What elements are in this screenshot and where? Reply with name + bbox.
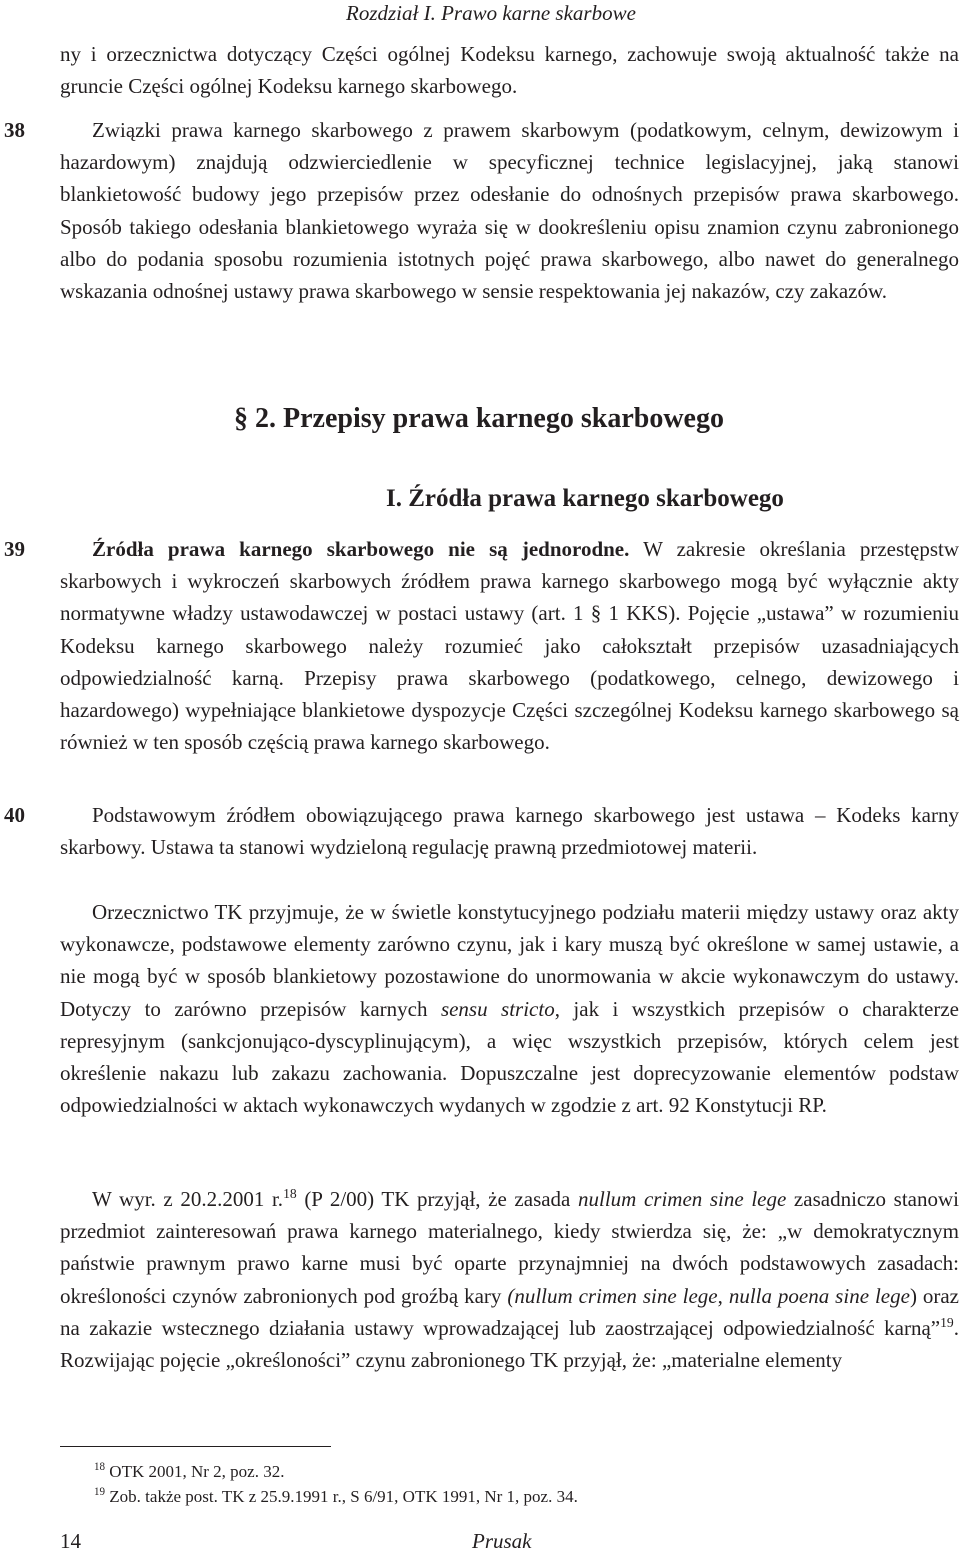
footnote-ref-19: 19	[940, 1314, 954, 1330]
text-segment: Orzecznictwo TK przyjmuje, że w świetle konstytucyjnego podziału materii między ustawy oraz akty wykonawcze, podstawowe elementy zarówno czynu, jak i kary muszą być określone w samej ustawie, a nie mogą być w sposób blankietowy pozostawione do unormowania w akcie wykonawczym do ustawy. Dotyczy to zarówno przepisów karnych	[60, 900, 959, 1021]
latin-term: nullum crimen sine lege	[578, 1187, 787, 1211]
paragraph-39	[60, 533, 959, 758]
margin-number-39: 39	[4, 537, 25, 561]
footnote-number: 18	[94, 1461, 106, 1474]
text-segment: ,	[717, 1283, 729, 1308]
author-name: Prusak	[472, 1529, 532, 1553]
footnote-text: OTK 2001, Nr 2, poz. 32.	[105, 1462, 285, 1481]
running-head: Rozdział I. Prawo karne skarbowe	[346, 1, 636, 25]
footnote-number: 19	[94, 1486, 106, 1499]
footnote-18	[94, 1461, 284, 1483]
paragraph-continuation: ny i orzecznictwa dotyczący Części ogólnej Kodeksu karnego, zachowuje swoją aktualność także na gruncie Części ogólnej Kodeksu karnego skarbowego.	[60, 42, 959, 99]
section-heading: § 2. Przepisy prawa karnego skarbowego	[234, 403, 724, 434]
text-segment: . Rozwijając pojęcie „określoności” czynu zabronionego TK przyjął, że: „materialne elementy	[60, 1315, 959, 1373]
margin-number-38: 38	[4, 118, 25, 142]
paragraph-constitutional-tribunal	[60, 896, 959, 1121]
footnote-ref-18: 18	[283, 1185, 297, 1201]
footnote-divider	[60, 1446, 331, 1447]
text-segment: (P 2/00) TK przyjął, że zasada	[296, 1187, 578, 1211]
margin-number-40: 40	[4, 803, 25, 827]
latin-term: sensu stricto	[440, 996, 555, 1021]
text-segment: ) oraz na zakazie wstecznego działania ustawy wprowadzającej lub zaostrzającej odpowiedzialność karną”	[60, 1283, 960, 1340]
paragraph-39-text: W zakresie określania przestępstw skarbowych i wykroczeń skarbowych źródłem prawa karnego skarbowego mogą być wyłącznie akty normatywne władzy ustawodawczej w postaci ustawy (art. 1 § 1 KKS). Pojęcie „ustawa” w rozumieniu Kodeksu karnego skarbowego należy rozumieć jako całokształt przepisów uzasadniających odpowiedzialność karną. Przepisy prawa skarbowego (podatkowego, celnego, dewizowego i hazardowego) wypełniające blankietowe dyspozycje Części szczególnej Kodeksu karnego skarbowego są również w ten sposób częścią prawa karnego skarbowego.	[60, 537, 959, 755]
latin-term: nulla poena sine lege	[728, 1283, 910, 1308]
footnote-text: Zob. także post. TK z 25.9.1991 r., S 6/91, OTK 1991, Nr 1, poz. 34.	[105, 1487, 578, 1506]
footnote-19	[94, 1486, 578, 1508]
paragraph-39-lead: Źródła prawa karnego skarbowego nie są jednorodne.	[92, 537, 630, 561]
paragraph-40: Podstawowym źródłem obowiązującego prawa karnego skarbowego jest ustawa – Kodeks karny skarbowy. Ustawa ta stanowi wydzieloną regulację prawną przedmiotowej materii.	[60, 803, 959, 860]
text-segment: , jak i wszystkich przepisów o charakterze represyjnym (sankcjonująco-dyscyplinującym), a więc wszystkich przepisów, których celem jest określenie nakazu lub zakazu zachowania. Dopuszczalne jest doprecyzowanie elementów podstaw odpowiedzialności w aktach wykonawczych wydanych w zgodzie z art. 92 Konstytucji RP.	[60, 996, 959, 1118]
text-segment: zasadniczo stanowi przedmiot zainteresowań prawa karnego materialnego, kiedy stwierdza się, że: „w demokratycznym państwie prawnym prawo karne musi być oparte przynajmniej na dwóch podstawowych zasadach: określoności czynów zabronionych pod groźbą kary	[60, 1187, 959, 1308]
paragraph-38: Związki prawa karnego skarbowego z prawem skarbowym (podatkowym, celnym, dewizowym i hazardowym) znajdują odzwierciedlenie w specyficznej technice legislacyjnej, jaką stanowi blankietowość budowy jego przepisów przez odesłanie do odnośnych przepisów prawa skarbowego. Sposób takiego odesłania blankietowego wyraża się w dookreśleniu opisu znamion czynu zabronionego albo do podania sposobu rozumienia istotnych pojęć prawa skarbowego, albo nawet do generalnego wskazania odnośnej ustawy prawa skarbowego w sensie respektowania jej nakazów, czy zakazów.	[60, 118, 959, 304]
paragraph-judgment	[60, 1183, 959, 1376]
text-segment: W wyr. z 20.2.2001 r.	[92, 1187, 284, 1211]
latin-term: (nullum crimen sine lege	[507, 1283, 718, 1308]
page-number: 14	[60, 1529, 81, 1553]
subsection-heading: I. Źródła prawa karnego skarbowego	[386, 485, 784, 512]
